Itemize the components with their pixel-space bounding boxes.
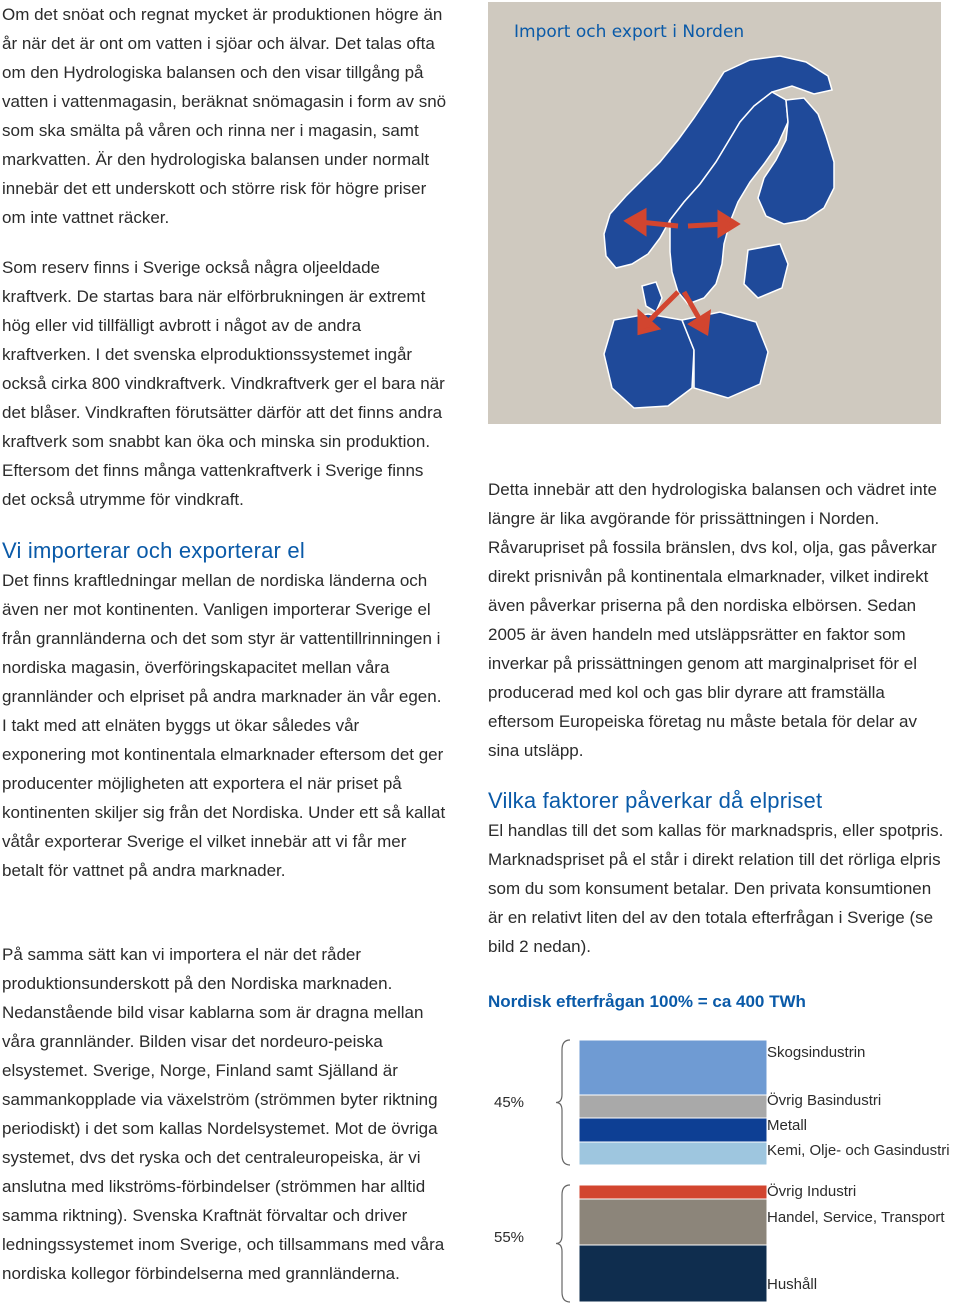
cables-paragraph: På samma sätt kan vi importera el när det råder produktionsunderskott på den Nordiska marknaden. Nedanstående bild visar kablarna som är dragna mellan våra grannländer. Bilden visar det nordeuro-peiska elsystemet. Sverige, Norge, Finland samt Själland är sammankopplade via växelström (strömmen byter riktning periodiskt) i det som kallas Nordelsystemet. Mot de övriga systemet, dvs det ryska och det centraleuropeiska, är vi anslutna med likströms-förbindelser (strömmen har alltid samma riktning). Svenska Kraftnät förvaltar och driver ledningssystemet inom Sverige, och tillsammans med våra nordiska kollegor förbindelserna med grannländerna.	[2, 945, 445, 1283]
segment-label: Handel, Service, Transport	[767, 1209, 945, 1226]
demand-chart	[488, 1030, 960, 1305]
bar-segment	[579, 1040, 767, 1095]
segment-label: Övrig Industri	[767, 1183, 857, 1200]
import-export-section	[2, 536, 447, 885]
group-bracket	[556, 1185, 570, 1302]
map-title: Import och export i Norden	[514, 22, 745, 42]
import-export-heading: Vi importerar och exporterar el	[2, 538, 305, 563]
price-factors-heading: Vilka faktorer påverkar då elpriset	[488, 788, 823, 813]
bar-segment	[579, 1245, 767, 1302]
baltics-shape	[744, 244, 788, 298]
hydro-paragraph: Detta innebär att den hydrologiska balansen och vädret inte längre är lika avgörande för prissättningen i Norden. Råvarupriset på fossila bränslen, dvs kol, olja, gas påverkar direkt prisnivån på kontinentala elmarknader, vilket indirekt även påverkar priserna på den nordiska elbörsen. Sedan 2005 är även handeln med utsläppsrätter en faktor som inverkar på prissättningen genom att marginalpriset för el producerad med kol och gas blir dyrare att framställa eftersom Europeiska företag nu måste betala för delar av sina utsläpp.	[488, 480, 937, 760]
intro-paragraph: Om det snöat och regnat mycket är produktionen högre än år när det är ont om vatten i sjöar och älvar. Det talas ofta om den Hydrologiska balansen och den visar tillgång på vatten i vattenmagasin, beräknat snömagasin i form av snö som ska smälta på våren och rinna ner i magasin, samt markvatten. Är den hydrologiska balansen under normalt innebär det ett underskott och större risk för högre priser om inte vattnet räcker.	[2, 5, 447, 227]
bar-segment	[579, 1095, 767, 1118]
bar-segment	[579, 1199, 767, 1245]
arrow-east-head	[720, 214, 736, 234]
segment-label: Hushåll	[767, 1276, 818, 1293]
import-export-paragraph: Det finns kraftledningar mellan de nordiska länderna och även ner mot kontinenten. Vanligen importerar Sverige el från grannländerna och det som styr är vattentillrinningen i nordiska magasin, överföringskapacitet mellan våra grannländer och elpriset på andra marknader än vår egen. I takt med att elnäten byggs ut ökar således vår exponering mot kontinentala elmarknader eftersom det ger producenter möjligheten att exportera el när priset på kontinenten skiljer sig från det Nordiska. Under ett så kallat våtår exporterar Sverige el vilket innebär att vi får mer betalt för vattnet på andra marknader.	[2, 571, 446, 880]
segment-label: Metall	[767, 1117, 808, 1134]
segment-label: Skogsindustrin	[767, 1044, 866, 1061]
price-factors-paragraph: El handlas till det som kallas för marknadspris, eller spotpris. Marknadspriset på el står i direkt relation till det rörliga elpris som du som konsument betalar. Den privata konsumtionen är en relativt liten del av den totala efterfrågan i Sverige (se bild 2 nedan).	[488, 821, 944, 956]
bar-segment	[579, 1118, 767, 1142]
group-percent-label: 55%	[494, 1229, 525, 1246]
price-factors-section	[488, 786, 948, 961]
nordic-map	[488, 2, 941, 424]
chart-title: Nordisk efterfrågan 100% = ca 400 TWh	[488, 992, 806, 1011]
bar-segment	[579, 1142, 767, 1165]
group-bracket	[556, 1040, 570, 1165]
reserve-paragraph: Som reserv finns i Sverige också några oljeeldade kraftverk. De startas bara när elförbrukningen är extremt hög eller vid tillfälligt avbrott i något av de andra kraftverken. I det svenska elproduktionssystemet ingår också cirka 800 vindkraftverk. Vindkraftverk ger el bara när det blåser. Vindkraften förutsätter därför att det finns andra kraftverk som snabbt kan öka och minska sin produktion. Eftersom det finns många vattenkraftverk i Sverige finns det också utrymme för vindkraft.	[2, 258, 445, 509]
segment-label: Övrig Basindustri	[767, 1092, 882, 1109]
segment-label: Kemi, Olje- och Gasindustri	[767, 1142, 950, 1159]
bar-segment	[579, 1185, 767, 1199]
nordic-map-figure	[488, 2, 941, 424]
group-percent-label: 45%	[494, 1094, 525, 1111]
